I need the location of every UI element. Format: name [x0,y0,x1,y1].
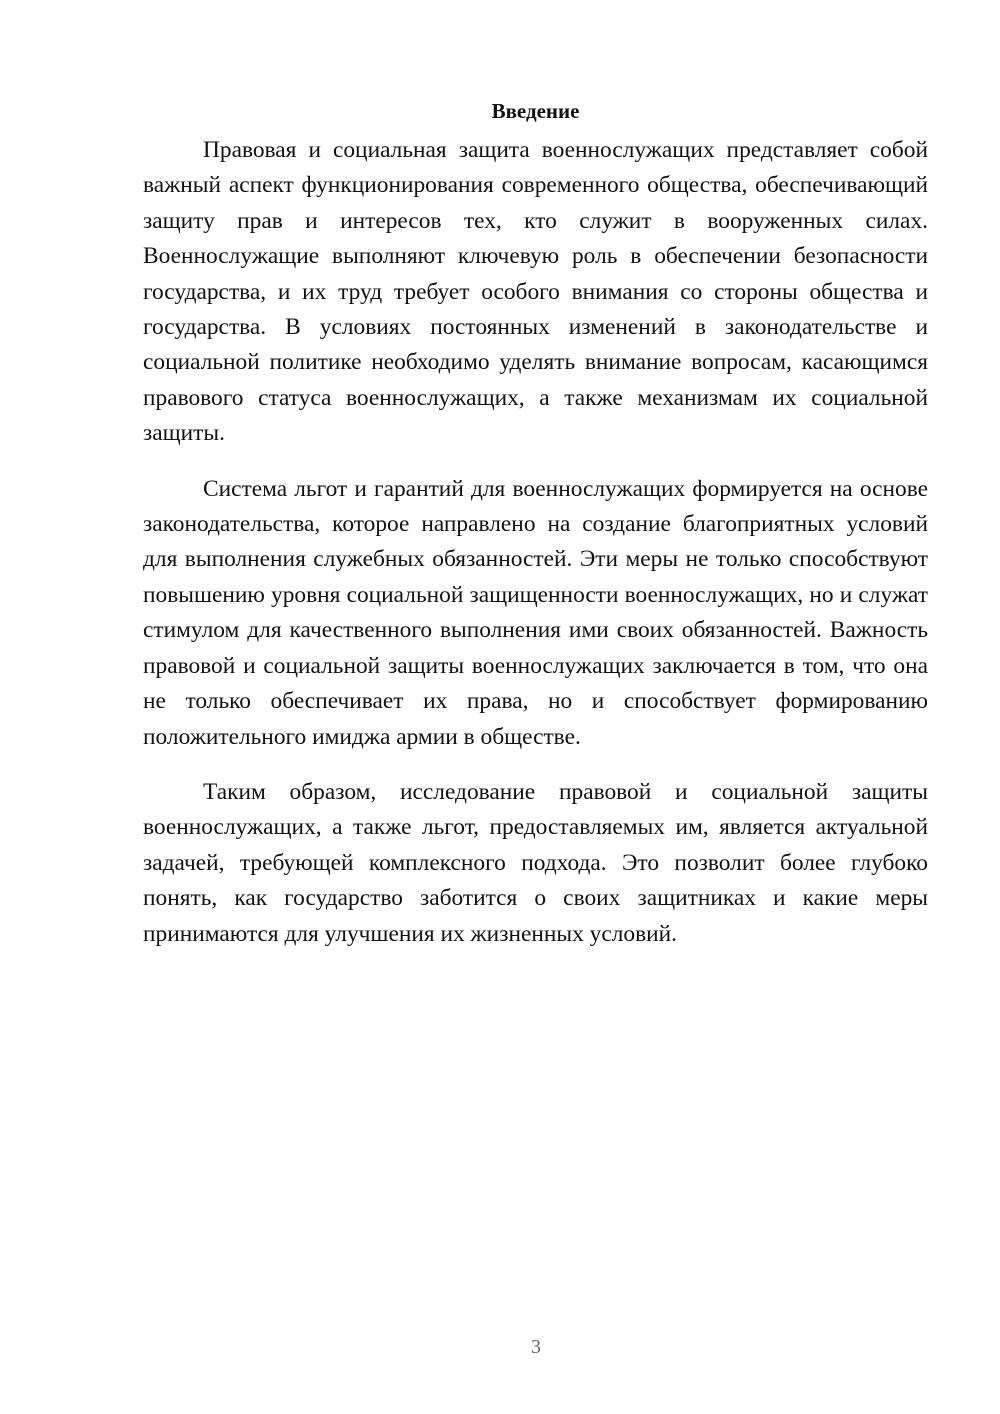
page-number: 3 [531,1336,541,1358]
paragraph-3: Таким образом, исследование правовой и социальной защиты военнослужащих, а также льгот, предоставляемых им, является актуальной задачей, требующей комплексного подхода. Это позволит более глубоко понять, как государство заботится о своих защитниках и какие меры принимаются для улучшения их жизненных условий. [143,778,928,947]
paragraph-1: Правовая и социальная защита военнослужащих представляет собой важный аспект функционирования современного общества, обеспечивающий защиту прав и интересов тех, кто служит в вооруженных силах. Военнослужащие выполняют ключевую роль в обеспечении безопасности государства, и их труд требует особого внимания со стороны общества и государства. В условиях постоянных изменений в законодательстве и социальной политике необходимо уделять внимание вопросам, касающимся правового статуса военнослужащих, а также механизмам их социальной защиты. [143,137,928,447]
page-content [143,96,928,972]
paragraph-2: Система льгот и гарантий для военнослужащих формируется на основе законодательства, которое направлено на создание благоприятных условий для выполнения служебных обязанностей. Эти меры не только способствуют повышению уровня социальной защищенности военнослужащих, но и служат стимулом для качественного выполнения ими своих обязанностей. Важность правовой и социальной защиты военнослужащих заключается в том, что она не только обеспечивает их права, но и способствует формированию положительного имиджа армии в обществе. [143,475,928,750]
section-heading: Введение [491,99,580,123]
